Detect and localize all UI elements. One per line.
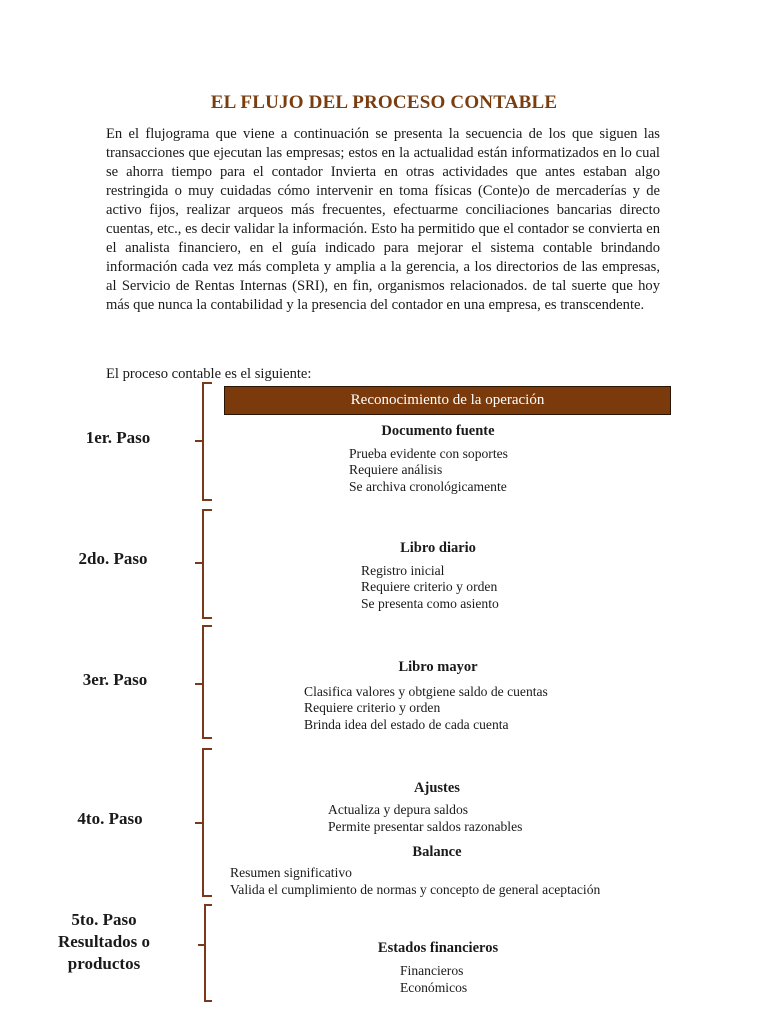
operation-header-label: Reconocimiento de la operación [350,392,545,408]
brace-step-5 [198,905,212,1001]
step-4-item-2: Permite presentar saldos razonables [328,819,523,834]
step-3-label: 3er. Paso [82,670,148,689]
lead-sentence: El proceso contable es el siguiente: [106,366,312,382]
step-2-item-2: Requiere criterio y orden [361,579,498,594]
step-5-label [14,909,194,975]
step-5-label-line-3: productos [67,954,141,973]
step-3-title: Libro mayor [398,659,478,675]
step-1-item-2: Requiere análisis [349,462,443,477]
step-2-title: Libro diario [400,540,476,556]
step-2-item-3: Se presenta como asiento [361,596,499,611]
step-3-item-2: Requiere criterio y orden [304,700,441,715]
document-title: EL FLUJO DEL PROCESO CONTABLE [210,92,558,113]
step-5-title: Estados financieros [377,940,499,956]
step-5-label-line-1: 5to. Paso [71,910,137,929]
step-5-item-1: Financieros [400,963,464,978]
step-1-label: 1er. Paso [85,428,151,447]
step-3-item-3: Brinda idea del estado de cada cuenta [304,717,509,732]
step-5-item-2: Económicos [400,980,468,995]
step-4-item2-2: Valida el cumplimiento de normas y concepto de general aceptación [230,882,601,897]
step-4-label: 4to. Paso [77,809,143,828]
step-5-label-line-2: Resultados o [57,932,151,951]
step-1-item-1: Prueba evidente con soportes [349,446,508,461]
step-4-title: Ajustes [414,780,460,796]
step-3-item-1: Clasifica valores y obtgiene saldo de cuentas [304,684,548,699]
step-2-label: 2do. Paso [78,549,148,568]
step-4-item2-1: Resumen significativo [230,865,352,880]
step-1-item-3: Se archiva cronológicamente [349,479,507,494]
step-4-title-2: Balance [412,844,462,860]
intro-paragraph: En el flujograma que viene a continuación se presenta la secuencia de los que siguen las transacciones que ejecutan las empresas; estos en la actualidad están informatizados en lo cual se ahorra tiempo para el contador Invierta en otras actividades que antes estaban algo restringida o muy cuidadas cómo intervenir en toma físicas (Conte)o de mercaderías y de activo fijos, realizar arqueos más frecuentes, efectuarme conciliaciones bancarias directo cuentas, etc., es decir validar la información. Esto ha permitido que el contador se convierta en el analista financiero, en el guía indicado para mejorar el sistema contable brindando información cada vez más completa y amplia a la gerencia, a los directorios de las empresas, al Servicio de Rentas Internas (SRI), en fin, organismos relacionados. de tal suerte que hoy más que nunca la contabilidad y la presencia del contador en una empresa, es transcendente. [106,126,660,313]
step-1-title: Documento fuente [381,423,495,439]
step-4-item-1: Actualiza y depura saldos [328,802,469,817]
step-2-item-1: Registro inicial [361,563,445,578]
